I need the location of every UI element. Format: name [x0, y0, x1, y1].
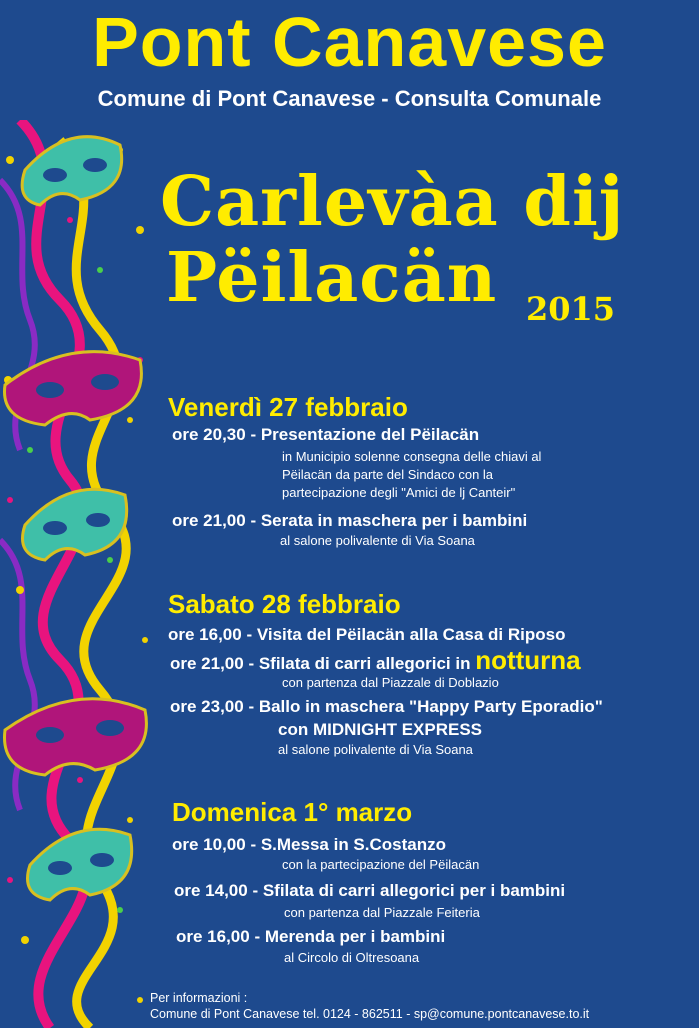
item-text: Sfilata di carri allegorici in	[258, 654, 476, 673]
event-name-line2: Pëilacän	[166, 238, 498, 318]
item-detail: con partenza dal Piazzale Feiteria	[284, 905, 480, 920]
schedule-item	[170, 697, 603, 717]
event-name-line1: Carlevàa dij	[160, 162, 625, 242]
item-detail: con partenza dal Piazzale di Doblazio	[282, 675, 499, 690]
item-time: ore 14,00 -	[174, 881, 263, 900]
item-text: Merenda per i bambini	[264, 927, 446, 946]
item-time: ore 10,00 -	[172, 835, 261, 854]
mask-icon	[5, 352, 142, 425]
item-detail: al salone polivalente di Via Soana	[278, 742, 473, 757]
highlight-text: notturna	[475, 645, 581, 675]
item-detail: con la partecipazione del Pëilacän	[282, 857, 480, 872]
item-time: ore 21,00 -	[170, 654, 259, 673]
schedule-item	[172, 425, 479, 445]
schedule-item	[168, 625, 565, 645]
item-time: ore 21,00 -	[172, 511, 261, 530]
item-detail: al salone polivalente di Via Soana	[280, 533, 475, 548]
item-text: Ballo in maschera "Happy Party Eporadio"	[258, 697, 603, 716]
item-text: S.Messa in S.Costanzo	[260, 835, 446, 854]
day-title: Venerdì 27 febbraio	[168, 392, 408, 422]
schedule-item	[172, 835, 446, 855]
item-text: Serata in maschera per i bambini	[260, 511, 528, 530]
schedule-item	[174, 881, 565, 901]
mask-icon	[23, 489, 127, 560]
item-time: ore 16,00 -	[176, 927, 265, 946]
item-detail: al Circolo di Oltresoana	[284, 950, 420, 965]
day-title: Sabato 28 febbraio	[168, 589, 401, 619]
item-text: Sfilata di carri allegorici per i bambini	[262, 881, 566, 900]
mask-icon	[28, 829, 132, 900]
carnival-decoration	[0, 120, 160, 1028]
schedule-item	[176, 927, 445, 947]
schedule-item	[170, 645, 581, 676]
item-detail: Pëilacän da parte del Sindaco con la	[282, 467, 494, 482]
item-detail: in Municipio solenne consegna delle chiavi al	[282, 449, 542, 464]
item-text: Visita del Pëilacän alla Casa di Riposo	[256, 625, 566, 644]
footer-contact: Comune di Pont Canavese tel. 0124 - 862511 - sp@comune.pontcanavese.to.it	[150, 1007, 590, 1021]
page-subtitle: Comune di Pont Canavese - Consulta Comunale	[97, 86, 602, 111]
item-text: Presentazione del Pëilacän	[260, 425, 480, 444]
item-time: ore 16,00 -	[168, 625, 257, 644]
item-detail: partecipazione degli "Amici de lj Canteir"	[282, 485, 516, 500]
day-title: Domenica 1° marzo	[172, 797, 413, 827]
page-title: Pont Canavese	[92, 3, 607, 81]
mask-icon	[5, 699, 147, 775]
item-time: ore 20,30 -	[172, 425, 261, 444]
item-text-line2: con MIDNIGHT EXPRESS	[278, 720, 483, 739]
footer-label: Per informazioni :	[150, 991, 248, 1005]
schedule-item	[172, 511, 527, 531]
item-time: ore 23,00 -	[170, 697, 259, 716]
event-year: 2015	[526, 290, 616, 328]
